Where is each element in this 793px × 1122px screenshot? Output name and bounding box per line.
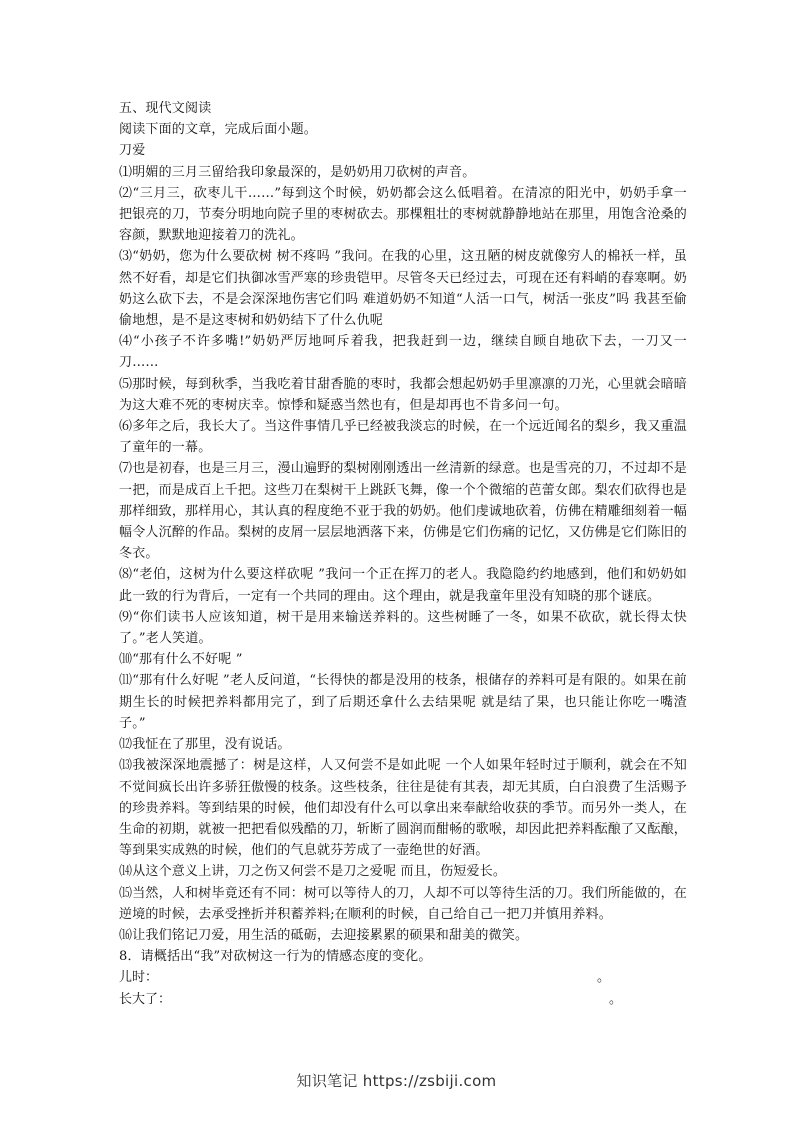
answer-label-childhood: 儿时： [119,970,159,986]
article-paragraph: ⑺也是初春，也是三月三，漫山遍野的梨树刚刚透出一丝清新的绿意。也是雪亮的刀，不过却不是一把，而是成百上千把。这些刀在梨树干上跳跃飞舞，像一个个微缩的芭蕾女郎。梨农们砍得也是那样细致，那样用心，其认真的程度绝不亚于我的奶奶。他们虔诚地砍着，仿佛在精雕细刻着一幅幅令人沉醉的作品。梨树的皮屑一层层地洒落下来，仿佛是它们伤痛的记忆，又仿佛是它们陈旧的冬衣。 [119,461,687,562]
article-paragraph: ⑸那时候，每到秋季，当我吃着甘甜香脆的枣时，我都会想起奶奶手里凛凛的刀光，心里就会暗暗为这大难不死的枣树庆幸。惊悸和疑惑当然也有，但是却再也不肯多问一句。 [119,376,687,413]
article-paragraph: ⑻“老伯，这树为什么要这样砍呢 ”我问一个正在挥刀的老人。我隐隐约约地感到，他们和奶奶如此一致的行为背后，一定有一个共同的理由。这个理由，就是我童年里没有知晓的那个谜底。 [119,567,687,604]
document-body [119,98,687,1010]
article-paragraph: ⒀我被深深地震撼了：树是这样，人又何尝不是如此呢 一个人如果年轻时过于顺利，就会在不知不觉间疯长出许多骄狂傲慢的枝条。这些枝条，往往是徒有其表，却无其质，白白浪费了生活赐予的珍贵养料。等到结果的时候，他们却没有什么可以拿出来奉献给收获的季节。而另外一类人，在生命的初期，就被一把把看似残酷的刀，斩断了圆润而酣畅的歌喉，却因此把养料酝酿了又酝酿，等到果实成熟的时候，他们的气息就芬芳成了一壶绝世的好酒。 [119,758,687,859]
article-paragraph: ⒂当然，人和树毕竟还有不同：树可以等待人的刀，人却不可以等待生活的刀。我们所能做的，在逆境的时候，去承受挫折并积蓄养料;在顺利的时候，自己给自己一把刀并慎用养料。 [119,885,687,922]
article-paragraph: ⑶“奶奶，您为什么要砍树 树不疼吗 ”我问。在我的心里，这丑陋的树皮就像穷人的棉袄一样，虽然不好看，却是它们执御冰雪严寒的珍贵铠甲。尽管冬天已经过去，可现在还有料峭的春寒啊。奶奶这么砍下去，不是会深深地伤害它们吗 难道奶奶不知道“人活一口气，树活一张皮”吗 我甚至偷偷地想，是不是这枣树和奶奶结下了什么仇呢 [119,249,687,329]
answer-label-grown-up: 长大了： [119,991,172,1007]
article-paragraph: ⑿我怔在了那里，没有说话。 [119,737,291,753]
article-paragraph: ⑴明媚的三月三留给我印象最深的，是奶奶用刀砍树的声音。 [119,164,476,180]
article-paragraph: ⑷“小孩子不许多嘴!”奶奶严厉地呵斥着我，把我赶到一边，继续自顾自地砍下去，一刀又一刀…… [119,334,687,371]
article-title: 刀爱 [119,143,146,159]
article-paragraph: ⒁从这个意义上讲，刀之伤又何尝不是刀之爱呢 而且，伤短爱长。 [119,864,507,880]
section-title: 五、现代文阅读 [119,101,212,116]
answer-end-mark: 。 [609,991,623,1007]
article-paragraph: ⑼“你们读书人应该知道，树干是用来输送养料的。这些树睡了一冬，如果不砍砍，就长得太快了。”老人笑道。 [119,609,687,647]
article-paragraph: ⑵“三月三，砍枣儿干……”每到这个时候，奶奶都会这么低唱着。在清凉的阳光中，奶奶手拿一把银亮的刀，节奏分明地向院子里的枣树砍去。那棵粗壮的枣树就静静地站在那里，用饱含沧桑的容颜，默默地迎接着刀的洗礼。 [119,185,687,244]
article-paragraph: ⑾“那有什么好呢 ”老人反问道，“长得快的都是没用的枝条，根储存的养料可是有限的。如果在前期生长的时候把养料都用完了，到了后期还拿什么去结果呢 就是结了果，也只能让你吃一嘴渣子。” [119,673,687,731]
article-paragraph: ⑹多年之后，我长大了。当这件事情几乎已经被我淡忘的时候，在一个远近闻名的梨乡，我又重温了童年的一幕。 [119,419,687,456]
reading-instruction: 阅读下面的文章，完成后面小题。 [119,122,318,138]
article-paragraph: ⒃让我们铭记刀爱，用生活的砥砺，去迎接累累的硕果和甜美的微笑。 [119,927,529,943]
answer-row-grown-up [119,989,687,1010]
answer-end-mark: 。 [597,970,611,986]
article-paragraphs [119,162,687,947]
answer-row-childhood [119,967,687,988]
footer-watermark: 知识笔记 https://zsbiji.com [296,1072,497,1090]
article-paragraph: ⑽“那有什么不好呢 ” [119,652,243,668]
question-text: 8．请概括出“我”对砍树这一行为的情感态度的变化。 [119,949,432,965]
